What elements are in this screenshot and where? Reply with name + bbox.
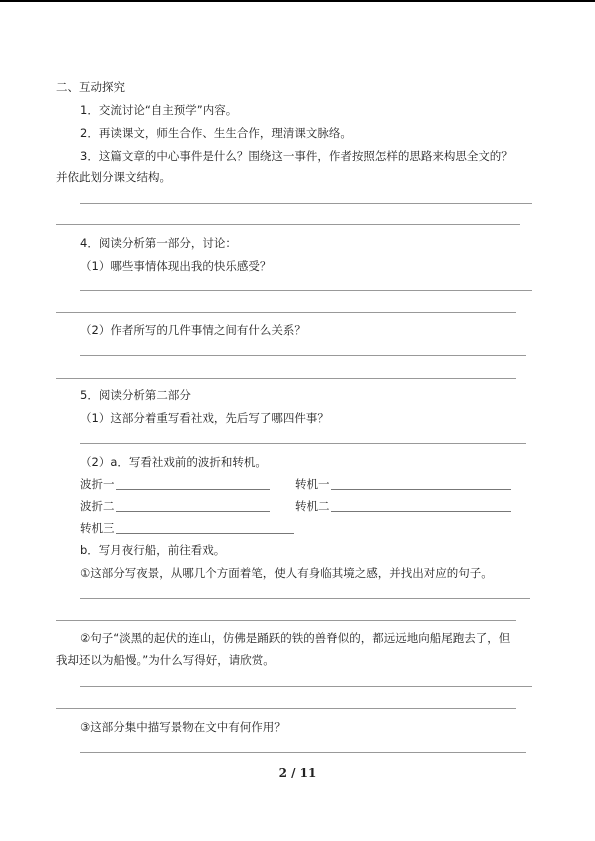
question-3-line-2: 并依此划分课文结构。 xyxy=(56,170,171,184)
sub-question-2-line-2: 我却还以为船慢。”为什么写得好，请欣赏。 xyxy=(56,653,275,667)
zhuanji-3-label: 转机三 xyxy=(80,521,115,535)
zhuanji-2-label: 转机二 xyxy=(295,499,330,513)
question-1: 1．交流讨论“自主预学”内容。 xyxy=(80,103,238,117)
question-4-2: （2）作者所写的几件事情之间有什么关系？ xyxy=(80,323,306,337)
answer-line xyxy=(80,290,532,291)
question-3-line-1: 3．这篇文章的中心事件是什么？围绕这一事件，作者按照怎样的思路来构思全文的？ xyxy=(80,149,513,163)
question-5: 5．阅读分析第二部分 xyxy=(80,388,191,402)
question-2: 2．再读课文，师生合作、生生合作，理清课文脉络。 xyxy=(80,126,352,140)
zhuanji-1-blank xyxy=(331,489,511,490)
zhuanji-1-label: 转机一 xyxy=(295,477,330,491)
answer-line xyxy=(56,378,516,379)
answer-line xyxy=(80,443,526,444)
question-5-1: （1）这部分着重写看社戏，先后写了哪四件事？ xyxy=(80,411,329,425)
question-5-2b: b．写月夜行船，前往看戏。 xyxy=(80,543,226,557)
answer-line xyxy=(56,708,516,709)
zhuanji-3-blank xyxy=(116,533,294,534)
bozhe-1-label: 波折一 xyxy=(80,477,115,491)
answer-line xyxy=(56,620,516,621)
answer-line xyxy=(80,752,526,753)
question-4-1: （1）哪些事情体现出我的快乐感受？ xyxy=(80,259,272,273)
section-title: 二、互动探究 xyxy=(56,80,125,94)
bozhe-1-blank xyxy=(116,489,270,490)
sub-question-3: ③这部分集中描写景物在文中有何作用？ xyxy=(80,720,286,734)
zhuanji-2-blank xyxy=(331,511,511,512)
answer-line xyxy=(80,598,530,599)
answer-line xyxy=(56,312,516,313)
question-5-2a: （2）a．写看社戏前的波折和转机。 xyxy=(80,455,267,469)
answer-line xyxy=(56,224,520,225)
sub-question-2-line-1: ②句子“淡黑的起伏的连山，仿佛是踊跃的铁的兽脊似的，都远远地向船尾跑去了，但 xyxy=(80,631,511,645)
page-number: 2 / 11 xyxy=(278,766,317,780)
bozhe-2-label: 波折二 xyxy=(80,499,115,513)
question-4: 4．阅读分析第一部分，讨论： xyxy=(80,236,237,250)
answer-line xyxy=(80,355,526,356)
bozhe-2-blank xyxy=(116,511,270,512)
answer-line xyxy=(80,203,532,204)
answer-line xyxy=(80,686,532,687)
sub-question-1: ①这部分写夜景，从哪几个方面着笔，使人有身临其境之感，并找出对应的句子。 xyxy=(80,566,493,580)
top-border xyxy=(0,0,595,2)
